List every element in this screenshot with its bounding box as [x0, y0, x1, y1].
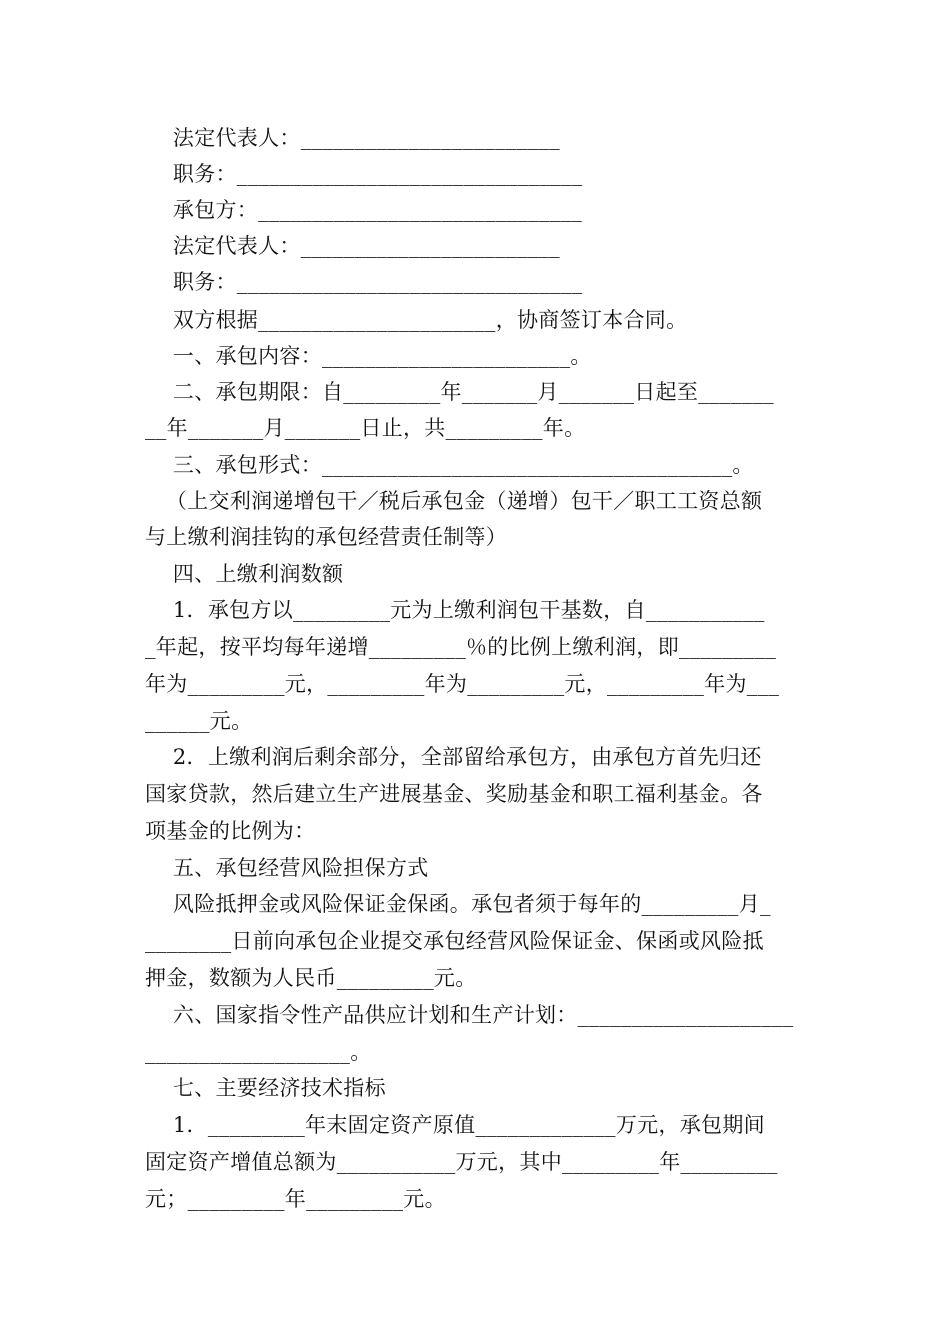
line-basis: 双方根据______________________，协商签订本合同。 — [145, 308, 688, 332]
line-contractor: 承包方：______________________________ — [145, 198, 583, 222]
line-section-5-title: 五、承包经营风险担保方式 — [145, 856, 429, 880]
line-section-2: 二、承包期限：自_________年_______月_______日起至_______ — [145, 380, 774, 404]
line-legal-rep-1: 法定代表人：________________________ — [145, 126, 560, 150]
line-section-5-body-cont-b: 押金，数额为人民币_________元。 — [145, 966, 477, 990]
line-section-4-1-cont-c: ______元。 — [145, 709, 253, 733]
line-position-1: 职务：________________________________ — [145, 162, 583, 186]
line-section-4-1-cont-a: _年起，按平均每年递增_________％的比例上缴利润，即_________ — [145, 635, 777, 659]
line-section-4-1: 1．承包方以_________元为上缴利润包干基数，自___________ — [145, 598, 765, 622]
line-position-2: 职务：________________________________ — [145, 270, 583, 294]
line-legal-rep-2: 法定代表人：________________________ — [145, 234, 560, 258]
line-section-7-1: 1．_________年末固定资产原值_____________万元，承包期间 — [145, 1113, 765, 1137]
line-section-3: 三、承包形式：______________________________________。 — [145, 453, 754, 477]
line-section-3-note: （上交利润递增包干／税后承包金（递增）包干／职工工资总额 — [145, 489, 763, 513]
line-section-7-title: 七、主要经济技术指标 — [145, 1076, 386, 1100]
line-section-2-cont: __年_______月_______日止，共_________年。 — [145, 416, 586, 440]
line-section-4-1-cont-b: 年为_________元，_________年为_________元，_________年为___ — [145, 672, 780, 696]
line-section-3-note-cont: 与上缴利润挂钩的承包经营责任制等） — [145, 525, 508, 549]
line-section-7-1-cont-a: 固定资产增值总额为___________万元，其中_________年_________ — [145, 1150, 778, 1174]
line-section-7-1-cont-b: 元；_________年_________元。 — [145, 1187, 446, 1211]
line-section-4-2-cont-b: 项基金的比例为： — [145, 819, 316, 843]
line-section-6: 六、国家指令性产品供应计划和生产计划：____________________ — [145, 1003, 794, 1027]
line-section-5-body: 风险抵押金或风险保证金保函。承包者须于每年的_________月_ — [145, 892, 771, 916]
line-section-4-title: 四、上缴利润数额 — [145, 562, 344, 586]
line-section-4-2: 2．上缴利润后剩余部分，全部留给承包方，由承包方首先归还 — [145, 745, 762, 769]
line-section-4-2-cont-a: 国家贷款，然后建立生产进展基金、奖励基金和职工福利基金。各 — [145, 782, 763, 806]
line-section-1: 一、承包内容：_______________________。 — [145, 344, 592, 368]
line-section-5-body-cont-a: ________日前向承包企业提交承包经营风险保证金、保函或风险抵 — [145, 929, 764, 953]
line-section-6-cont: ___________________。 — [145, 1040, 372, 1064]
